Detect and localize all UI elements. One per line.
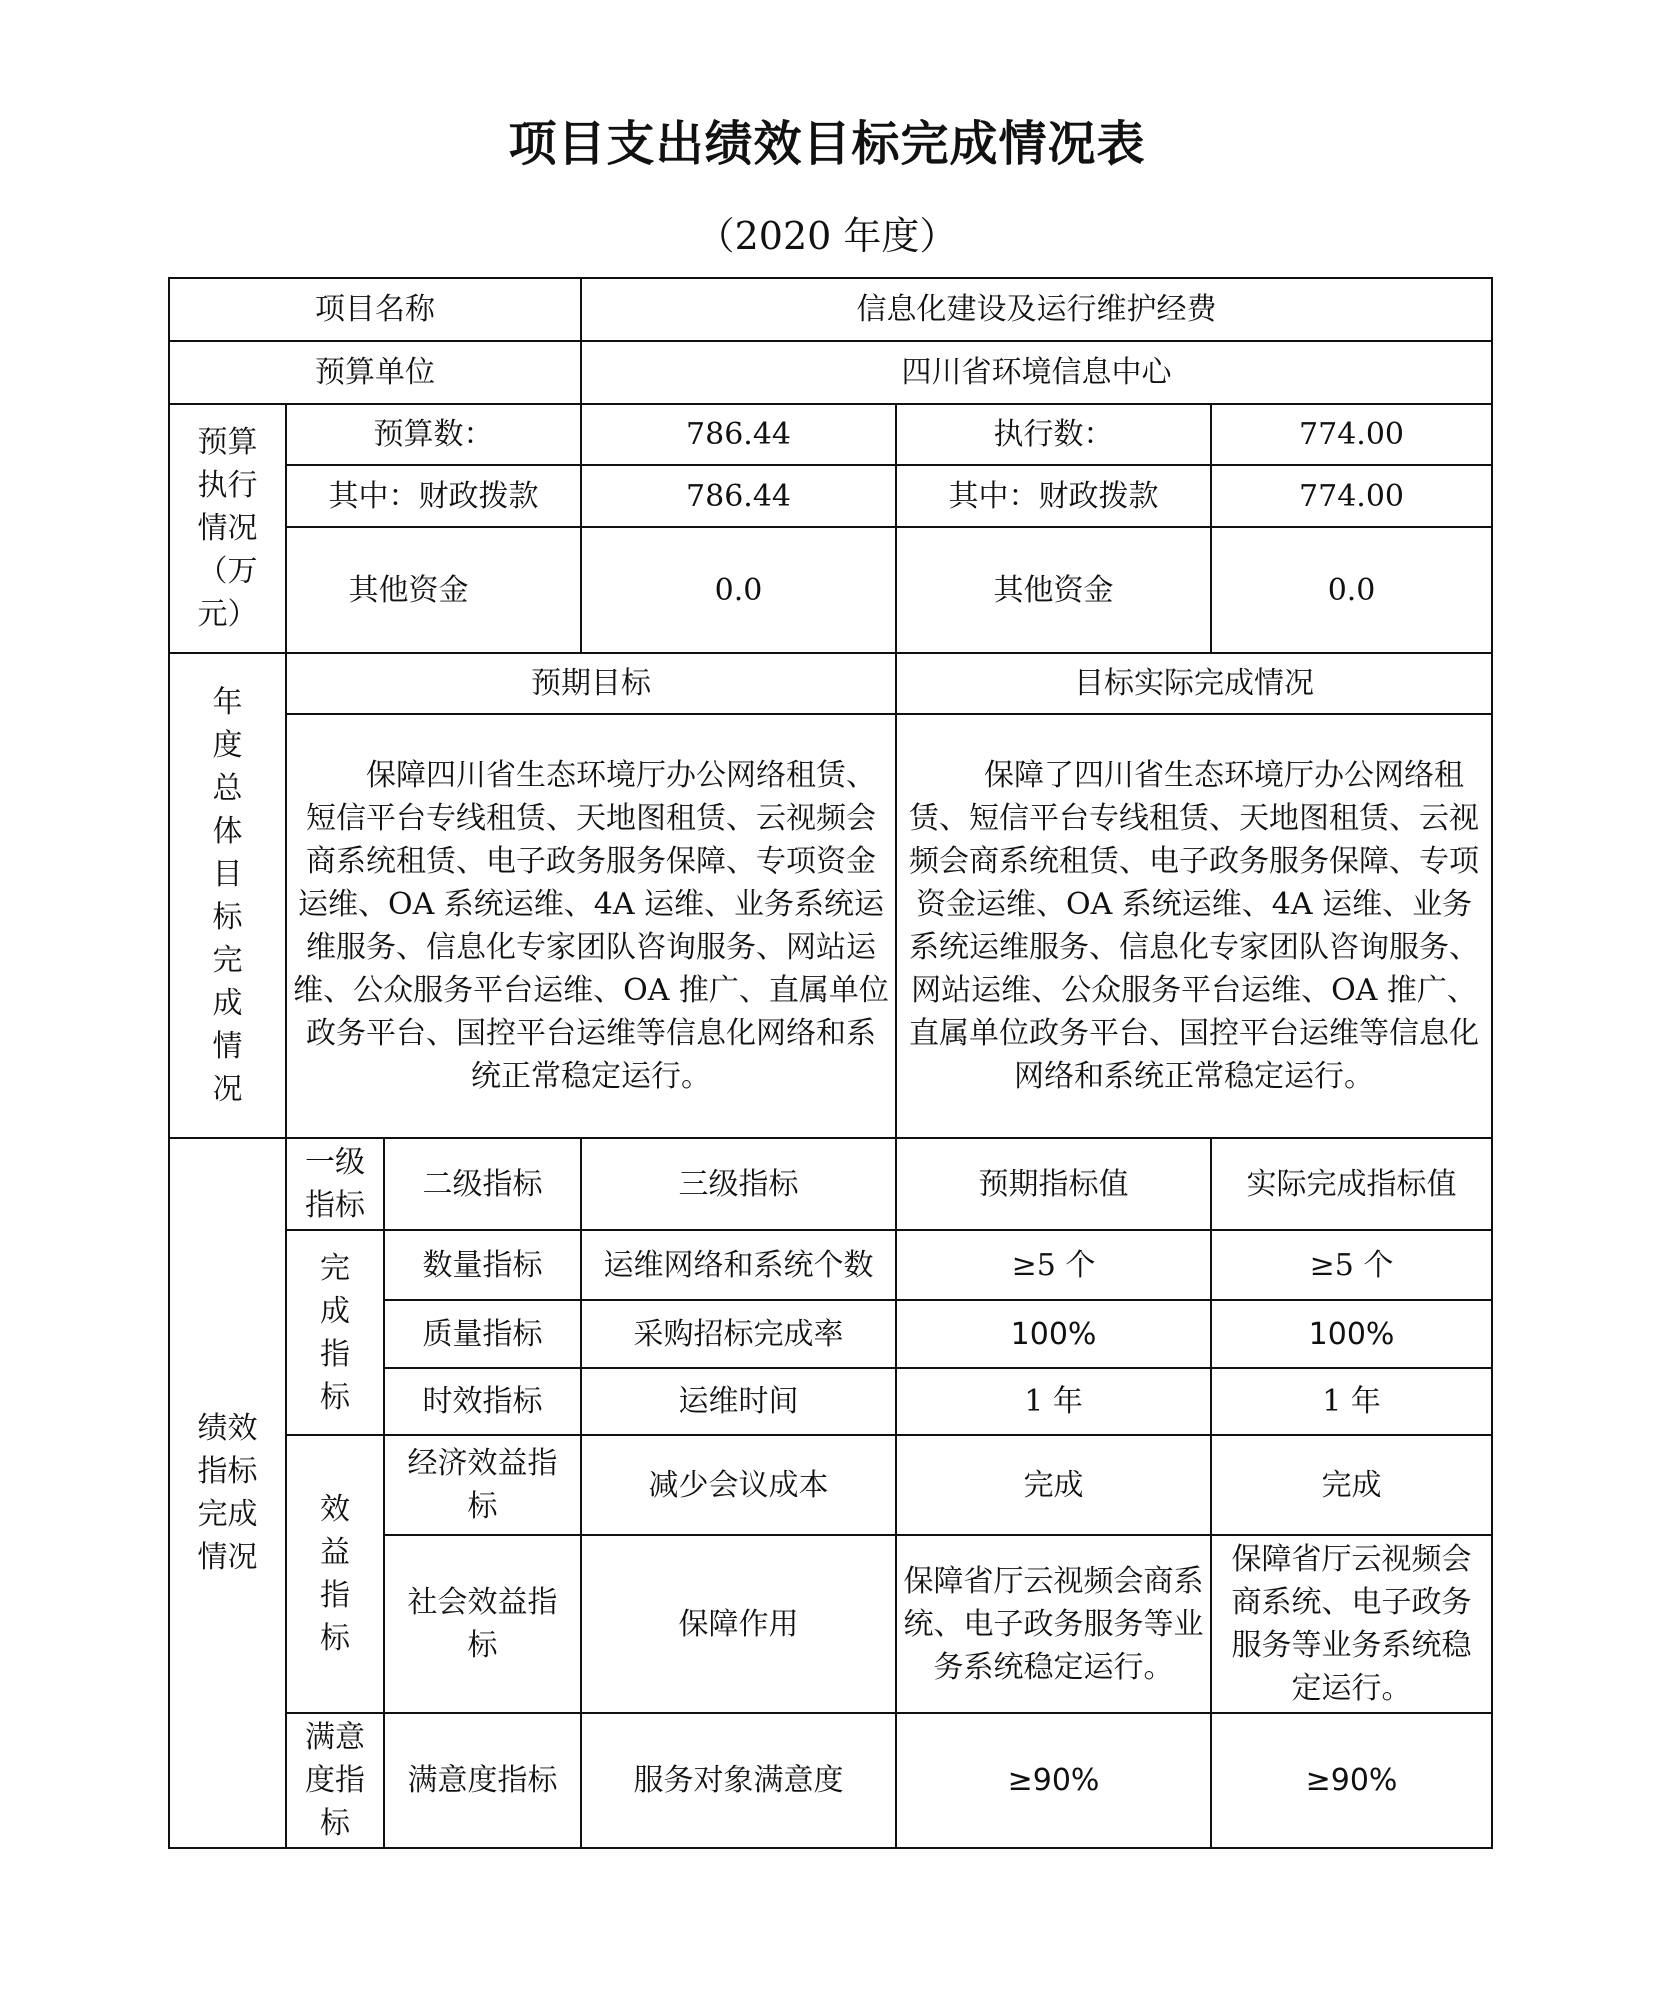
level2-cell: 经济效益指标 bbox=[384, 1435, 581, 1535]
level3-cell: 运维时间 bbox=[581, 1368, 896, 1435]
level2-header: 二级指标 bbox=[384, 1138, 581, 1230]
other-exec-label: 其他资金 bbox=[896, 527, 1211, 653]
project-name-label: 项目名称 bbox=[169, 278, 581, 341]
level2-cell: 时效指标 bbox=[384, 1368, 581, 1435]
level2-cell: 数量指标 bbox=[384, 1230, 581, 1300]
level2-cell: 社会效益指标 bbox=[384, 1535, 581, 1713]
level3-header: 三级指标 bbox=[581, 1138, 896, 1230]
expected-cell: 保障省厅云视频会商系统、电子政务服务等业务系统稳定运行。 bbox=[896, 1535, 1211, 1713]
actual-cell: 1 年 bbox=[1211, 1368, 1492, 1435]
page-subtitle: （2020 年度） bbox=[696, 214, 958, 258]
level3-cell: 运维网络和系统个数 bbox=[581, 1230, 896, 1300]
indicator-section-label: 绩效指标完成情况 bbox=[169, 1138, 286, 1848]
other-exec-value: 0.0 bbox=[1211, 527, 1492, 653]
table-row bbox=[169, 1230, 1492, 1300]
budget-amount-label: 预算数： bbox=[286, 404, 581, 465]
annual-header-row bbox=[169, 653, 1492, 714]
level2-cell: 质量指标 bbox=[384, 1300, 581, 1368]
project-name-value: 信息化建设及运行维护经费 bbox=[581, 278, 1492, 341]
satisfaction-group-label: 满意度指标 bbox=[286, 1713, 384, 1848]
budget-section-label: 预算执行情况（万元） bbox=[169, 404, 286, 653]
fiscal-budget-label: 其中：财政拨款 bbox=[286, 465, 581, 527]
actual-goal-text: 保障了四川省生态环境厅办公网络租赁、短信平台专线租赁、天地图租赁、云视频会商系统租赁、电子政务服务保障、专项资金运维、OA 系统运维、4A 运维、业务系统运维服务、信息化专家团队咨询服务、网站运维、公众服务平台运维、OA 推广、直属单位政务平台、国控平台运维等信息化网络和系统正常稳定运行。 bbox=[896, 714, 1492, 1138]
expected-cell: ≥90% bbox=[896, 1713, 1211, 1848]
other-budget-value: 0.0 bbox=[581, 527, 896, 653]
page-title: 项目支出绩效目标完成情况表 bbox=[508, 116, 1146, 172]
budget-unit-label: 预算单位 bbox=[169, 341, 581, 404]
actual-cell: 保障省厅云视频会商系统、电子政务服务等业务系统稳定运行。 bbox=[1211, 1535, 1492, 1713]
budget-unit-row bbox=[169, 341, 1492, 404]
other-funds-row bbox=[169, 527, 1492, 653]
budget-row bbox=[169, 404, 1492, 465]
expected-goal-header: 预期目标 bbox=[286, 653, 896, 714]
benefit-group-label: 效益指标 bbox=[286, 1435, 384, 1713]
indicator-header-row bbox=[169, 1138, 1492, 1230]
fiscal-budget-value: 786.44 bbox=[581, 465, 896, 527]
level3-cell: 保障作用 bbox=[581, 1535, 896, 1713]
expected-goal-text: 保障四川省生态环境厅办公网络租赁、短信平台专线租赁、天地图租赁、云视频会商系统租赁、电子政务服务保障、专项资金运维、OA 系统运维、4A 运维、业务系统运维服务、信息化专家团队咨询服务、网站运维、公众服务平台运维、OA 推广、直属单位政务平台、国控平台运维等信息化网络和系统正常稳定运行。 bbox=[286, 714, 896, 1138]
actual-cell: ≥90% bbox=[1211, 1713, 1492, 1848]
fiscal-exec-label: 其中：财政拨款 bbox=[896, 465, 1211, 527]
table-row bbox=[169, 1435, 1492, 1535]
exec-amount-value: 774.00 bbox=[1211, 404, 1492, 465]
level3-cell: 服务对象满意度 bbox=[581, 1713, 896, 1848]
level1-header: 一级指标 bbox=[286, 1138, 384, 1230]
expected-cell: 100% bbox=[896, 1300, 1211, 1368]
fiscal-row bbox=[169, 465, 1492, 527]
budget-unit-value: 四川省环境信息中心 bbox=[581, 341, 1492, 404]
level3-cell: 减少会议成本 bbox=[581, 1435, 896, 1535]
fiscal-exec-value: 774.00 bbox=[1211, 465, 1492, 527]
budget-amount-value: 786.44 bbox=[581, 404, 896, 465]
actual-goal-header: 目标实际完成情况 bbox=[896, 653, 1492, 714]
expected-cell: 完成 bbox=[896, 1435, 1211, 1535]
actual-cell: ≥5 个 bbox=[1211, 1230, 1492, 1300]
annual-body-row bbox=[169, 714, 1492, 1138]
actual-cell: 100% bbox=[1211, 1300, 1492, 1368]
completion-group-label: 完成指标 bbox=[286, 1230, 384, 1435]
performance-table bbox=[168, 277, 1493, 1849]
project-name-row bbox=[169, 278, 1492, 341]
actual-cell: 完成 bbox=[1211, 1435, 1492, 1535]
other-budget-label: 其他资金 bbox=[286, 527, 581, 653]
actual-value-header: 实际完成指标值 bbox=[1211, 1138, 1492, 1230]
exec-amount-label: 执行数： bbox=[896, 404, 1211, 465]
level3-cell: 采购招标完成率 bbox=[581, 1300, 896, 1368]
expected-cell: 1 年 bbox=[896, 1368, 1211, 1435]
level2-cell: 满意度指标 bbox=[384, 1713, 581, 1848]
expected-cell: ≥5 个 bbox=[896, 1230, 1211, 1300]
expected-value-header: 预期指标值 bbox=[896, 1138, 1211, 1230]
annual-section-label: 年度总体目标完成情况 bbox=[169, 653, 286, 1138]
table-row bbox=[169, 1713, 1492, 1848]
